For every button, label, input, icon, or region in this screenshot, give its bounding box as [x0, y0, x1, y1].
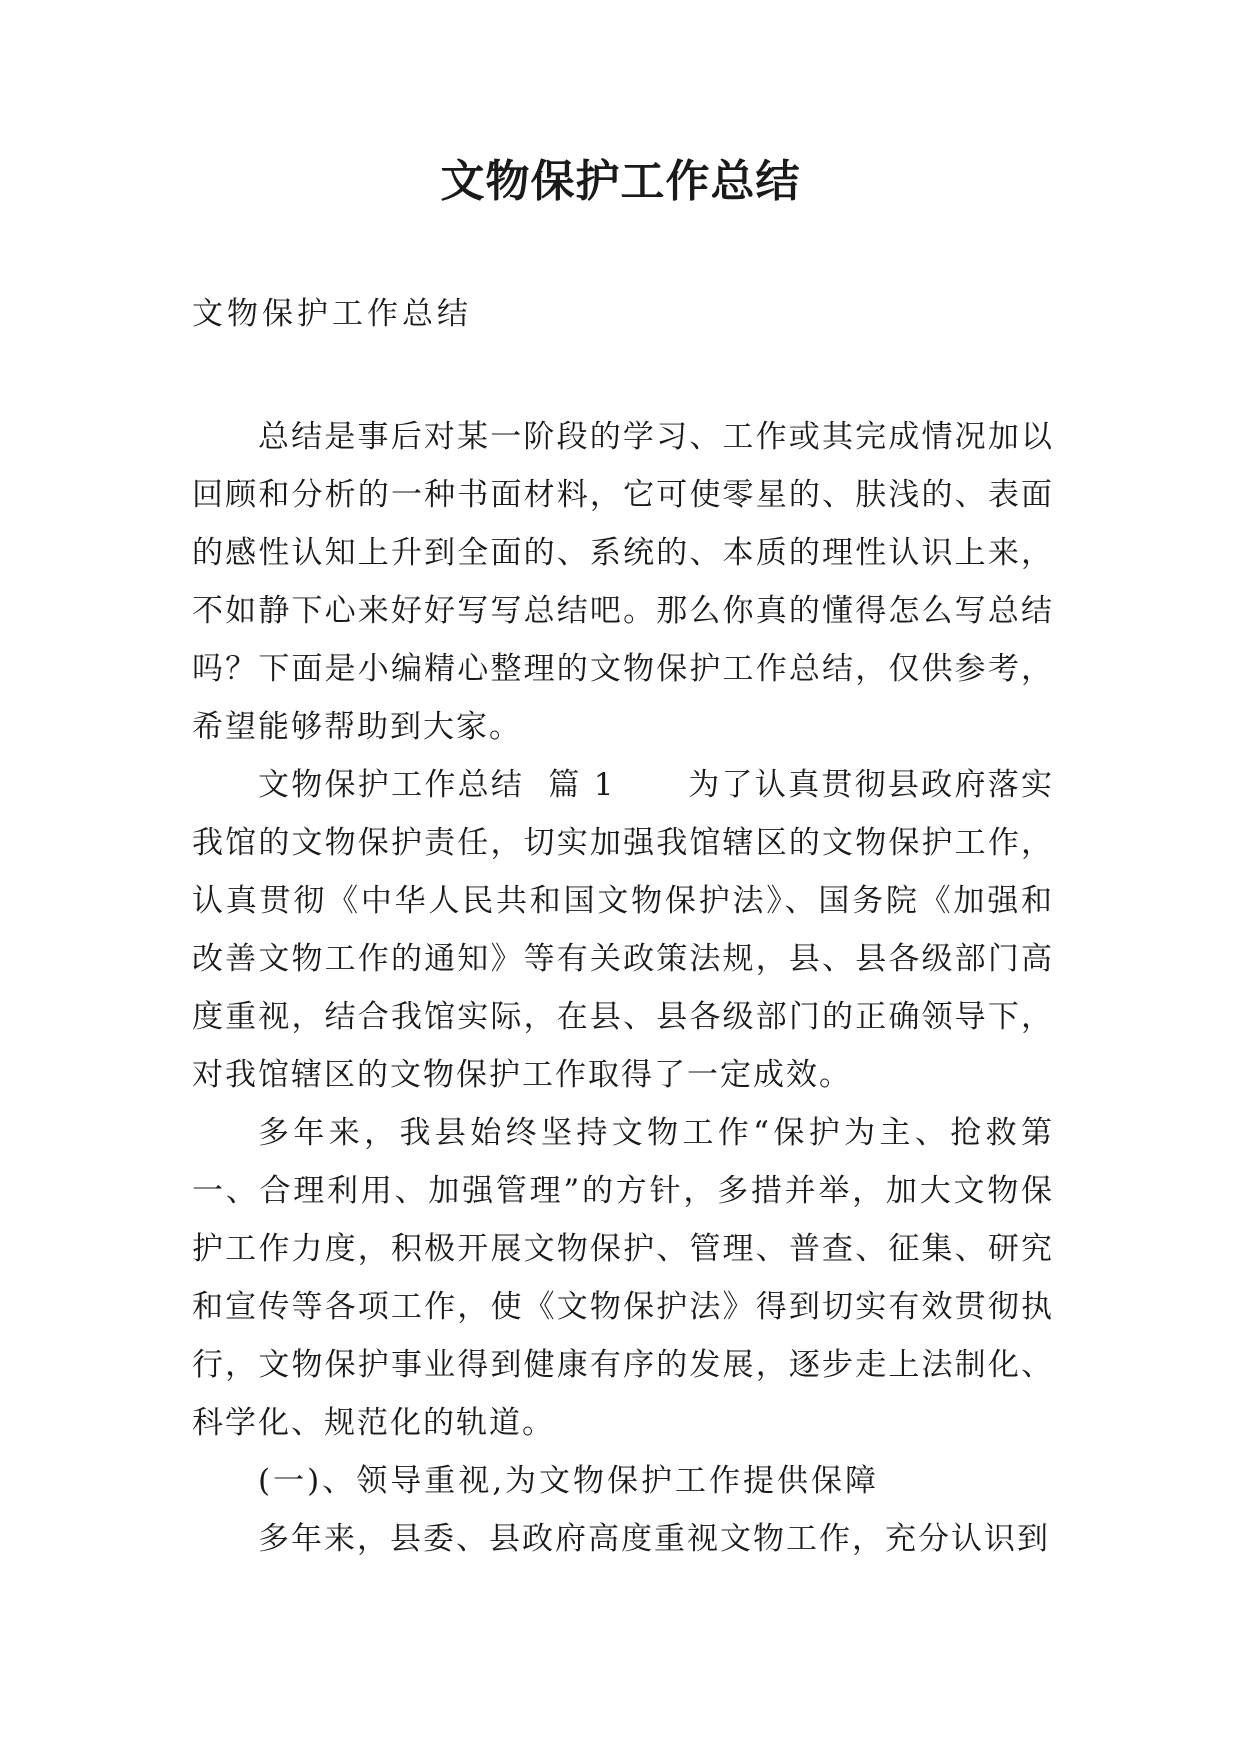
document-subtitle: 文物保护工作总结: [192, 296, 472, 332]
section-heading: (一)、领导重视,为文物保护工作提供保障: [258, 1463, 880, 1499]
policy-paragraph: 多年来，我县始终坚持文物工作“保护为主、抢救第一、合理利用、加强管理”的方针，多措并举，加大文物保护工作力度，积极开展文物保护、管理、普查、征集、研究和宣传等各项工作，使《文物保护法》得到切实有效贯彻执行，文物保护事业得到健康有序的发展，逐步走上法制化、科学化、规范化的轨道。: [192, 1115, 1054, 1441]
section-1-paragraph: 文物保护工作总结 篇 1 为了认真贯彻县政府落实我馆的文物保护责任，切实加强我馆辖区的文物保护工作，认真贯彻《中华人民共和国文物保护法》、国务院《加强和改善文物工作的通知》等有关政策法规，县、县各级部门高度重视，结合我馆实际，在县、县各级部门的正确领导下，对我馆辖区的文物保护工作取得了一定成效。: [192, 767, 1054, 1093]
intro-paragraph: 总结是事后对某一阶段的学习、工作或其完成情况加以回顾和分析的一种书面材料，它可使零星的、肤浅的、表面的感性认知上升到全面的、系统的、本质的理性认识上来，不如静下心来好好写写总结吧。那么你真的懂得怎么写总结吗？下面是小编精心整理的文物保护工作总结，仅供参考，希望能够帮助到大家。: [192, 419, 1054, 745]
document-body: [192, 408, 1054, 1568]
document-title: 文物保护工作总结: [440, 156, 801, 207]
continuation-paragraph: 多年来，县委、县政府高度重视文物工作，充分认识到: [258, 1521, 1050, 1557]
